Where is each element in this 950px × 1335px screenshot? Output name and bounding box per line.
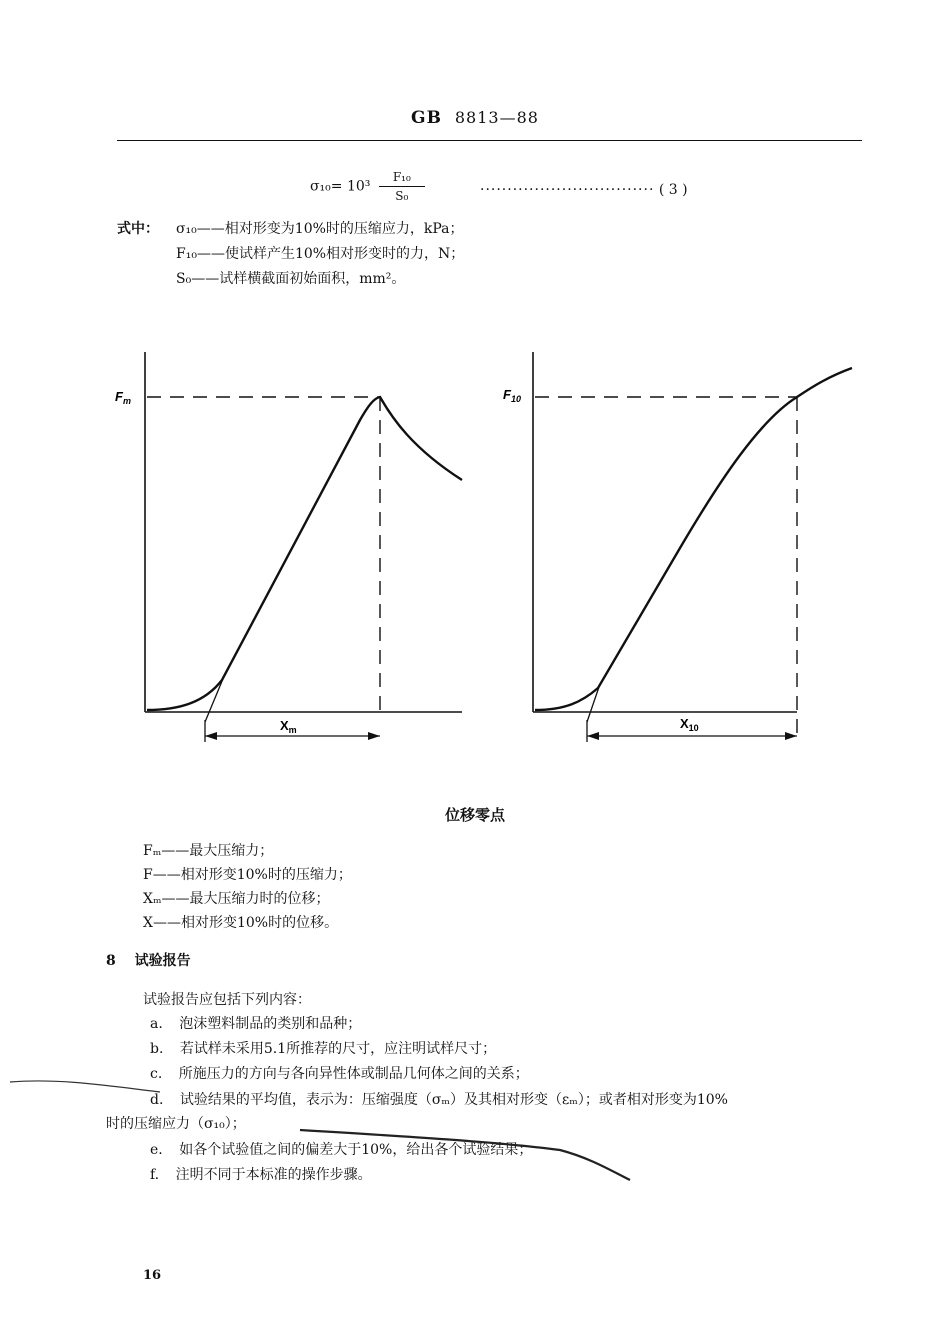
page-header: [0, 108, 950, 128]
formula-fraction: [379, 170, 425, 203]
list-key: d.: [150, 1092, 164, 1108]
list-key: b.: [150, 1041, 164, 1057]
left-dim-arrow-end: [368, 732, 380, 740]
report-intro: 试验报告应包括下列内容：: [143, 992, 311, 1008]
list-text: 注明不同于本标准的操作步骤。: [175, 1167, 372, 1183]
section-number: 8: [106, 953, 116, 969]
standard-number: 8813—88: [454, 108, 539, 127]
list-key: e.: [150, 1142, 163, 1158]
list-item: [150, 1038, 496, 1058]
right-chart: [503, 352, 852, 742]
leader-dots: ································: [480, 182, 655, 198]
list-key: a.: [150, 1016, 163, 1032]
stray-stroke: [300, 1130, 630, 1180]
legend-line: X——相对形变10%时的位移。: [143, 915, 339, 931]
formula-denominator: S₀: [395, 189, 409, 203]
list-key: c.: [150, 1066, 163, 1082]
page-number: 16: [143, 1268, 162, 1283]
right-tangent-zero: [587, 684, 600, 722]
right-curve: [535, 368, 852, 710]
list-text: 如各个试验值之间的偏差大于10%，给出各个试验结果；: [179, 1142, 533, 1158]
header-rule: [117, 140, 862, 141]
left-y-label: $F_m$: [115, 389, 131, 406]
section-heading: [106, 950, 191, 970]
list-text: 试验结果的平均值，表示为：压缩强度（σₘ）及其相对形变（εₘ）；或者相对形变为10%: [179, 1092, 728, 1108]
stray-stroke: [10, 1081, 160, 1092]
list-key: f.: [150, 1167, 160, 1183]
equation-number: ( 3 ): [658, 182, 688, 198]
force-displacement-figure: [0, 340, 950, 760]
formula: [310, 170, 425, 203]
formula-numerator: F₁₀: [379, 170, 425, 187]
right-dim-arrow-end: [785, 732, 797, 740]
definition-line: F₁₀——使试样产生10%相对形变时的力，N；: [176, 246, 465, 262]
left-x-label: $X_m$: [280, 718, 297, 735]
formula-lhs: σ₁₀= 10³: [310, 178, 371, 195]
list-text: 若试样未采用5.1所推荐的尺寸，应注明试样尺寸；: [179, 1041, 497, 1057]
scan-artifacts: [0, 1070, 950, 1190]
left-curve: [147, 397, 462, 710]
definition-line: S₀——试样横截面初始面积，mm²。: [176, 271, 406, 287]
section-title: 试验报告: [134, 953, 191, 969]
list-text: 泡沫塑料制品的类别和品种；: [179, 1016, 362, 1032]
right-x-label: $X_{10}$: [680, 716, 699, 733]
right-y-label: $F_{10}$: [503, 387, 521, 404]
list-item-continuation: 时的压缩应力（σ₁₀）；: [106, 1116, 246, 1132]
left-tangent-zero: [205, 674, 225, 722]
legend-line: F——相对形变10%时的压缩力；: [143, 867, 352, 883]
left-dim-arrow-start: [205, 732, 217, 740]
legend-line: Fₘ——最大压缩力；: [143, 843, 274, 859]
left-chart: [115, 352, 462, 742]
standard-code: GB: [411, 108, 442, 128]
equation-number-line: [480, 182, 688, 198]
figure-caption: 位移零点: [444, 806, 505, 824]
legend-line: Xₘ——最大压缩力时的位移；: [143, 891, 330, 907]
list-item: [150, 1013, 361, 1033]
where-label: 式中：: [117, 221, 159, 237]
right-dim-arrow-start: [587, 732, 599, 740]
list-text: 所施压力的方向与各向异性体或制品几何体之间的关系；: [178, 1066, 529, 1082]
definition-line: σ₁₀——相对形变为10%时的压缩应力，kPa；: [176, 221, 464, 237]
